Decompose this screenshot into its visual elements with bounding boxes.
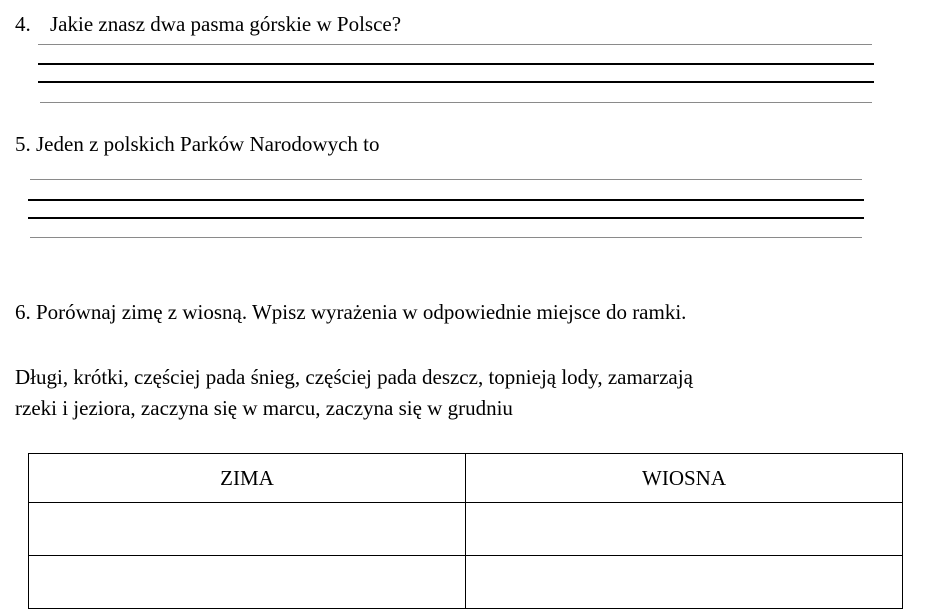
question-5-text: 5. Jeden z polskich Parków Narodowych to [15,132,380,156]
question-5 [15,132,380,156]
question-4-number: 4. [15,12,31,36]
header-wiosna: WIOSNA [466,454,903,503]
cell-wiosna-2[interactable] [466,556,903,609]
table-row [29,556,903,609]
answer-line-4b[interactable] [38,63,874,65]
table-row [29,503,903,556]
answer-line-5a[interactable] [30,179,862,180]
question-6-text: 6. Porównaj zimę z wiosną. Wpisz wyrażenia w odpowiednie miejsce do ramki. [15,300,687,324]
cell-wiosna-1[interactable] [466,503,903,556]
answer-line-5b[interactable] [28,199,864,201]
cell-zima-1[interactable] [29,503,466,556]
word-bank-line-1: Długi, krótki, częściej pada śnieg, częściej pada deszcz, topnieją lody, zamarzają [15,365,693,389]
answer-line-5c[interactable] [28,217,864,219]
question-4 [15,12,401,36]
answer-line-4a[interactable] [38,44,872,45]
answer-line-4d[interactable] [40,102,872,103]
header-zima: ZIMA [29,454,466,503]
answer-line-4c[interactable] [38,81,874,83]
word-bank [15,362,693,424]
answer-line-5d[interactable] [30,237,862,238]
table-header-row [29,454,903,503]
question-6 [15,300,686,324]
question-4-text: Jakie znasz dwa pasma górskie w Polsce? [50,12,402,36]
cell-zima-2[interactable] [29,556,466,609]
comparison-table [28,453,903,609]
word-bank-line-2: rzeki i jeziora, zaczyna się w marcu, zaczyna się w grudniu [15,396,513,420]
